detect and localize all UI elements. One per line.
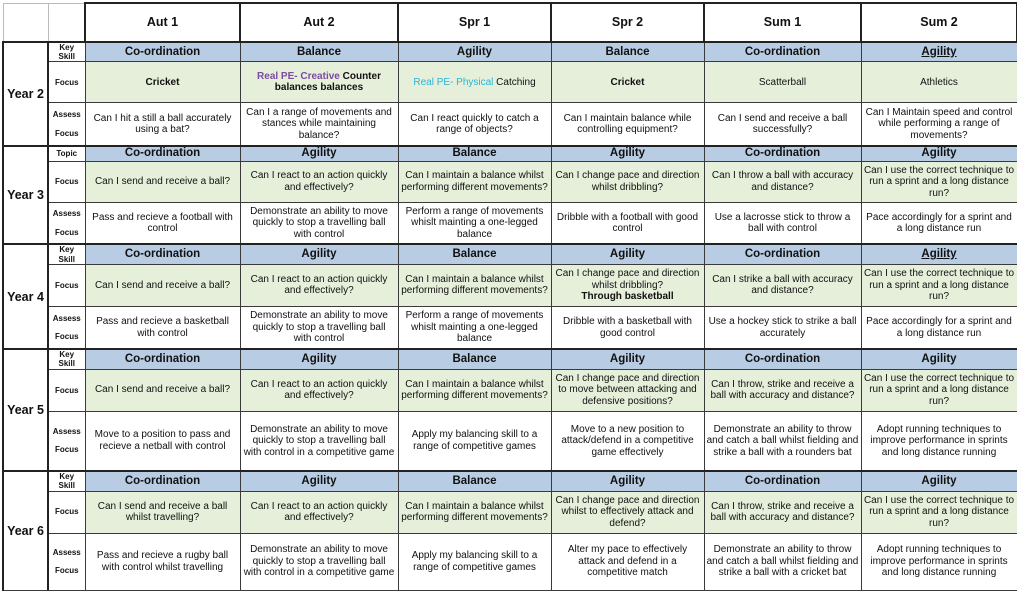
key-skill-cell <box>240 349 398 369</box>
focus-text: Can I use the correct technique to run a sprint and a long distance run? <box>863 268 1015 302</box>
key-skill-text: Co-ordination <box>124 45 201 58</box>
focus-text: Can I maintain a balance whilst performing different movements? <box>401 273 548 297</box>
focus-cell <box>861 491 1017 533</box>
skill-row <box>3 42 1017 62</box>
key-skill-text: Co-ordination <box>744 474 821 487</box>
key-skill-cell <box>85 349 240 369</box>
focus-cell <box>861 369 1017 411</box>
assess-cell: Perform a range of movements whislt mainting a one-legged balance <box>398 202 551 244</box>
key-skill-cell <box>85 244 240 264</box>
key-skill-text: Co-ordination <box>744 247 821 260</box>
focus-cell <box>85 264 240 306</box>
assess-cell: Demonstrate an ability to throw and catch a ball whilst fielding and strike a ball with a cricket bat <box>704 533 861 590</box>
assess-cell: Dribble with a football with good control <box>551 202 704 244</box>
focus-text: Counter balances balances <box>274 70 381 94</box>
assess-cell: Use a hockey stick to strike a ball accurately <box>704 306 861 349</box>
assess-cell: Demonstrate an ability to move quickly to stop a travelling ball with control <box>240 202 398 244</box>
assess-row-label <box>48 533 85 590</box>
focus-text: Can I throw, strike and receive a ball with accuracy and distance? <box>710 500 855 523</box>
skill-row-label: Topic <box>48 146 85 162</box>
key-skill-text: Agility <box>456 45 493 58</box>
key-skill-cell <box>704 42 861 62</box>
key-skill-cell <box>85 471 240 491</box>
key-skill-cell <box>861 42 1017 62</box>
focus-cell <box>240 62 398 103</box>
key-skill-cell <box>551 471 704 491</box>
assess-cell: Pass and recieve a rugby ball with control whilst travelling <box>85 533 240 590</box>
key-skill-text: Co-ordination <box>744 352 821 365</box>
assess-row-label <box>48 103 85 146</box>
key-skill-cell <box>861 244 1017 264</box>
key-skill-text: Co-ordination <box>124 147 201 160</box>
focus-text: Can I send and receive a ball whilst travelling? <box>97 500 228 523</box>
assess-label-line1: Assess <box>52 547 81 557</box>
key-skill-text: Agility <box>921 147 957 160</box>
assess-cell: Demonstrate an ability to move quickly to stop a travelling ball with control <box>240 306 398 349</box>
key-skill-cell <box>398 244 551 264</box>
key-skill-text: Co-ordination <box>124 474 201 487</box>
key-skill-cell <box>240 42 398 62</box>
skill-row-label: Key Skill <box>48 349 85 369</box>
key-skill-cell <box>861 146 1017 162</box>
assess-label-line1: Assess <box>52 313 81 323</box>
focus-text: Can I change pace and direction whilst to effectively attack and defend? <box>555 494 700 529</box>
assess-row-label <box>48 202 85 244</box>
key-skill-cell <box>551 42 704 62</box>
assess-cell: Adopt running techniques to improve performance in sprints and long distance running <box>861 411 1017 471</box>
curriculum-grid <box>2 2 1017 591</box>
focus-cell <box>551 369 704 411</box>
assess-label-line1: Assess <box>52 427 81 437</box>
year-label: Year 6 <box>3 471 48 590</box>
assess-row <box>3 533 1017 590</box>
key-skill-text: Co-ordination <box>744 45 821 58</box>
focus-note: Through basketball <box>581 291 674 302</box>
focus-row <box>3 369 1017 411</box>
focus-row <box>3 491 1017 533</box>
focus-cell <box>398 491 551 533</box>
assess-cell: Demonstrate an ability to throw and catch a ball whilst fielding and strike a ball with a rounders bat <box>704 411 861 471</box>
assess-label-line2: Focus <box>54 227 79 237</box>
assess-label-line2: Focus <box>54 332 79 342</box>
focus-text: Can I react to an action quickly and effectively? <box>250 273 388 297</box>
key-skill-text: Agility <box>301 352 337 365</box>
assess-row <box>3 202 1017 244</box>
real-pe-label: Real PE- Physical <box>413 76 494 88</box>
assess-cell: Pace accordingly for a sprint and a long distance run <box>861 306 1017 349</box>
key-skill-cell <box>240 244 398 264</box>
year-label: Year 4 <box>3 244 48 349</box>
assess-cell: Can I react quickly to catch a range of objects? <box>398 103 551 146</box>
focus-text: Can I send and receive a ball? <box>94 384 231 396</box>
corner-cell <box>3 3 48 42</box>
key-skill-cell <box>85 146 240 162</box>
key-skill-text: Agility <box>609 247 646 260</box>
key-skill-text: Agility <box>301 474 337 487</box>
key-skill-text: Agility <box>301 247 337 260</box>
focus-text: Can I send and receive a ball? <box>94 176 231 188</box>
term-header: Spr 2 <box>551 3 704 42</box>
skill-row-label: Key Skill <box>48 42 85 62</box>
focus-cell <box>398 161 551 202</box>
assess-label-line2: Focus <box>54 128 79 138</box>
focus-cell <box>398 62 551 103</box>
assess-cell: Pace accordingly for a sprint and a long distance run <box>861 202 1017 244</box>
assess-cell: Apply my balancing skill to a range of competitive games <box>398 533 551 590</box>
assess-cell: Alter my pace to effectively attack and defend in a competitive match <box>551 533 704 590</box>
assess-cell: Can I Maintain speed and control while performing a range of movements? <box>861 103 1017 146</box>
focus-cell <box>398 264 551 306</box>
skill-row-label: Key Skill <box>48 244 85 264</box>
key-skill-text: Balance <box>296 45 342 58</box>
key-skill-text: Co-ordination <box>124 247 201 260</box>
assess-cell: Use a lacrosse stick to throw a ball with control <box>704 202 861 244</box>
focus-row <box>3 264 1017 306</box>
corner-cell <box>48 3 85 42</box>
focus-text: Can I use the correct technique to run a sprint and a long distance run? <box>863 164 1015 199</box>
focus-cell <box>85 369 240 411</box>
focus-cell <box>704 369 861 411</box>
focus-cell <box>240 491 398 533</box>
focus-cell <box>85 161 240 202</box>
key-skill-cell <box>398 146 551 162</box>
key-skill-text: Agility <box>609 352 646 365</box>
focus-text: Can I strike a ball with accuracy and distance? <box>712 273 853 297</box>
key-skill-cell <box>704 146 861 162</box>
focus-cell <box>85 62 240 103</box>
focus-cell <box>240 369 398 411</box>
key-skill-cell <box>704 244 861 264</box>
focus-cell <box>861 62 1017 103</box>
real-pe-label: Real PE- Creative <box>257 70 340 82</box>
assess-cell: Apply my balancing skill to a range of competitive games <box>398 411 551 471</box>
skill-row <box>3 244 1017 264</box>
focus-text: Can I throw a ball with accuracy and distance? <box>711 170 854 193</box>
key-skill-cell <box>85 42 240 62</box>
focus-cell <box>704 161 861 202</box>
key-skill-text: Co-ordination <box>124 352 201 365</box>
focus-cell <box>704 62 861 103</box>
focus-cell <box>551 62 704 103</box>
term-header: Sum 1 <box>704 3 861 42</box>
focus-cell <box>861 264 1017 306</box>
key-skill-text: Balance <box>605 45 650 58</box>
focus-text: Can I change pace and direction whilst dribbling? <box>555 268 700 291</box>
key-skill-text: Agility <box>609 474 646 487</box>
key-skill-cell <box>551 146 704 162</box>
focus-row-label: Focus <box>48 161 85 202</box>
focus-text: Scatterball <box>758 76 807 88</box>
assess-cell: Adopt running techniques to improve performance in sprints and long distance running <box>861 533 1017 590</box>
key-skill-cell <box>861 471 1017 491</box>
assess-cell: Pass and recieve a football with control <box>85 202 240 244</box>
key-skill-text: Balance <box>452 352 497 365</box>
focus-cell <box>704 264 861 306</box>
assess-cell: Can I a range of movements and stances while maintaining balance? <box>240 103 398 146</box>
assess-cell: Can I hit a still a ball accurately using a bat? <box>85 103 240 146</box>
focus-cell <box>861 161 1017 202</box>
assess-label-line1: Assess <box>52 110 81 120</box>
key-skill-cell <box>704 471 861 491</box>
assess-cell: Move to a position to pass and recieve a netball with control <box>85 411 240 471</box>
key-skill-text: Agility <box>921 247 957 260</box>
focus-text: Can I maintain a balance whilst performing different movements? <box>401 500 548 523</box>
focus-text: Can I send and receive a ball? <box>94 279 231 291</box>
assess-row-label <box>48 306 85 349</box>
assess-cell: Perform a range of movements whislt mainting a one-legged balance <box>398 306 551 349</box>
focus-text: Can I maintain a balance whilst performing different movements? <box>401 170 548 193</box>
focus-text: Can I react to an action quickly and effectively? <box>250 500 388 523</box>
skill-row-label: Key Skill <box>48 471 85 491</box>
focus-text: Can I change pace and direction whilst dribbling? <box>555 170 700 193</box>
term-header: Aut 2 <box>240 3 398 42</box>
focus-text: Can I use the correct technique to run a sprint and a long distance run? <box>863 372 1015 407</box>
year-label: Year 2 <box>3 42 48 146</box>
focus-cell <box>85 491 240 533</box>
key-skill-text: Balance <box>452 147 497 160</box>
key-skill-cell <box>551 244 704 264</box>
key-skill-cell <box>398 349 551 369</box>
term-header: Aut 1 <box>85 3 240 42</box>
key-skill-cell <box>240 146 398 162</box>
key-skill-cell <box>398 42 551 62</box>
focus-text: Can I react to an action quickly and effectively? <box>250 378 388 402</box>
key-skill-text: Agility <box>921 45 957 58</box>
key-skill-cell <box>551 349 704 369</box>
assess-cell: Move to a new position to attack/defend in a competitive game effectively <box>551 411 704 471</box>
focus-text: Cricket <box>610 76 645 88</box>
focus-cell <box>240 264 398 306</box>
year-label: Year 5 <box>3 349 48 471</box>
assess-row <box>3 411 1017 471</box>
skill-row <box>3 471 1017 491</box>
assess-cell: Demonstrate an ability to move quickly to stop a travelling ball with control in a competitive game <box>240 533 398 590</box>
term-header: Sum 2 <box>861 3 1017 42</box>
key-skill-text: Agility <box>921 352 957 365</box>
focus-cell <box>551 161 704 202</box>
key-skill-text: Balance <box>452 474 497 487</box>
focus-cell <box>551 491 704 533</box>
year-label: Year 3 <box>3 146 48 245</box>
key-skill-text: Agility <box>609 147 646 160</box>
focus-row-label: Focus <box>48 62 85 103</box>
key-skill-text: Agility <box>301 147 337 160</box>
focus-cell <box>704 491 861 533</box>
assess-cell: Can I send and receive a ball successfully? <box>704 103 861 146</box>
skill-row <box>3 349 1017 369</box>
key-skill-cell <box>398 471 551 491</box>
focus-text: Can I throw, strike and receive a ball with accuracy and distance? <box>710 378 855 402</box>
assess-label-line1: Assess <box>52 209 81 219</box>
key-skill-text: Co-ordination <box>744 147 821 160</box>
focus-text: Can I change pace and direction to move between attacking and defensive positions? <box>555 372 700 407</box>
key-skill-cell <box>861 349 1017 369</box>
key-skill-cell <box>704 349 861 369</box>
focus-text: Athletics <box>920 76 958 88</box>
focus-row <box>3 62 1017 103</box>
assess-row-label <box>48 411 85 471</box>
assess-label-line2: Focus <box>54 566 79 576</box>
assess-cell: Pass and recieve a basketball with control <box>85 306 240 349</box>
skill-row <box>3 146 1017 162</box>
focus-text: Cricket <box>145 76 180 88</box>
grid-body <box>3 42 1017 590</box>
assess-label-line2: Focus <box>54 445 79 455</box>
term-header: Spr 1 <box>398 3 551 42</box>
assess-cell: Dribble with a basketball with good control <box>551 306 704 349</box>
focus-cell <box>551 264 704 306</box>
key-skill-cell <box>240 471 398 491</box>
focus-cell <box>240 161 398 202</box>
term-header-row <box>3 3 1017 42</box>
key-skill-text: Agility <box>921 474 957 487</box>
assess-cell: Demonstrate an ability to move quickly to stop a travelling ball with control in a competitive game <box>240 411 398 471</box>
focus-row-label: Focus <box>48 264 85 306</box>
focus-row <box>3 161 1017 202</box>
focus-row-label: Focus <box>48 491 85 533</box>
focus-cell <box>398 369 551 411</box>
focus-text: Can I use the correct technique to run a sprint and a long distance run? <box>863 494 1015 529</box>
assess-row <box>3 306 1017 349</box>
assess-cell: Can I maintain balance while controlling equipment? <box>551 103 704 146</box>
focus-text: Can I maintain a balance whilst performing different movements? <box>401 378 548 402</box>
focus-text: Catching <box>493 76 536 88</box>
focus-row-label: Focus <box>48 369 85 411</box>
focus-text: Can I react to an action quickly and effectively? <box>250 170 388 193</box>
assess-row <box>3 103 1017 146</box>
key-skill-text: Balance <box>452 247 497 260</box>
